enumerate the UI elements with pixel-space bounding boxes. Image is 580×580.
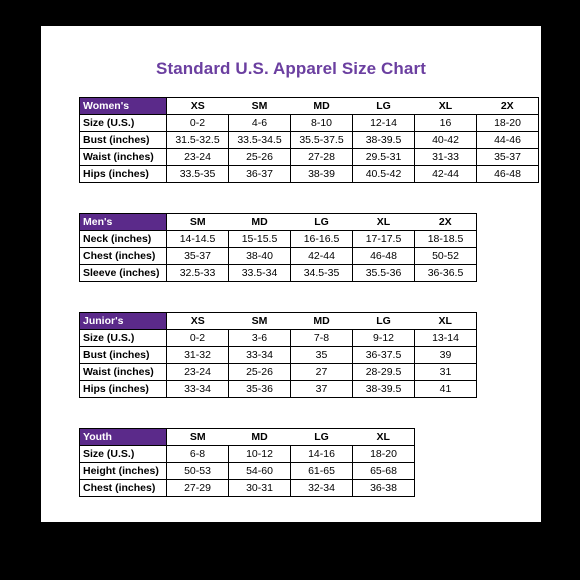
table-cell: 44-46 — [477, 132, 539, 149]
table-cell: 18-18.5 — [415, 231, 477, 248]
table-row — [80, 330, 477, 347]
row-label: Chest (inches) — [80, 480, 167, 497]
table-cell: 25-26 — [229, 149, 291, 166]
table-row — [80, 381, 477, 398]
table-cell: 31 — [415, 364, 477, 381]
table-cell: 33.5-34.5 — [229, 132, 291, 149]
column-header: XL — [353, 214, 415, 231]
column-header: 2X — [415, 214, 477, 231]
table-row — [80, 132, 539, 149]
size-chart-sheet — [41, 26, 541, 522]
table-cell: 40.5-42 — [353, 166, 415, 183]
table-header-row — [80, 313, 477, 330]
table-cell: 29.5-31 — [353, 149, 415, 166]
mens-size-table — [79, 213, 477, 282]
table-cell: 35-37 — [477, 149, 539, 166]
table-row — [80, 231, 477, 248]
row-label: Sleeve (inches) — [80, 265, 167, 282]
table-cell: 33-34 — [167, 381, 229, 398]
table-cell: 54-60 — [229, 463, 291, 480]
table-cell: 36-37.5 — [353, 347, 415, 364]
row-label: Chest (inches) — [80, 248, 167, 265]
table-cell: 16 — [415, 115, 477, 132]
table-category-header: Youth — [80, 429, 167, 446]
row-label: Size (U.S.) — [80, 330, 167, 347]
table-row — [80, 149, 539, 166]
juniors-size-table — [79, 312, 477, 398]
table-row — [80, 446, 415, 463]
column-header: SM — [229, 98, 291, 115]
row-label: Waist (inches) — [80, 149, 167, 166]
table-cell: 38-40 — [229, 248, 291, 265]
table-cell: 46-48 — [353, 248, 415, 265]
table-category-header: Junior's — [80, 313, 167, 330]
table-cell: 18-20 — [353, 446, 415, 463]
table-cell: 50-52 — [415, 248, 477, 265]
column-header: LG — [291, 214, 353, 231]
table-cell: 31-32 — [167, 347, 229, 364]
table-row — [80, 347, 477, 364]
table-cell: 35-37 — [167, 248, 229, 265]
table-cell: 16-16.5 — [291, 231, 353, 248]
row-label: Bust (inches) — [80, 347, 167, 364]
table-cell: 23-24 — [167, 149, 229, 166]
table-cell: 42-44 — [415, 166, 477, 183]
table-header-row — [80, 214, 477, 231]
table-row — [80, 248, 477, 265]
table-cell: 46-48 — [477, 166, 539, 183]
table-category-header: Women's — [80, 98, 167, 115]
row-label: Bust (inches) — [80, 132, 167, 149]
row-label: Hips (inches) — [80, 381, 167, 398]
column-header: MD — [291, 313, 353, 330]
youth-size-table — [79, 428, 415, 497]
table-cell: 13-14 — [415, 330, 477, 347]
table-cell: 18-20 — [477, 115, 539, 132]
table-cell: 35-36 — [229, 381, 291, 398]
table-cell: 28-29.5 — [353, 364, 415, 381]
table-cell: 31.5-32.5 — [167, 132, 229, 149]
table-cell: 32-34 — [291, 480, 353, 497]
table-row — [80, 265, 477, 282]
table-cell: 40-42 — [415, 132, 477, 149]
column-header: XS — [167, 313, 229, 330]
column-header: XS — [167, 98, 229, 115]
table-cell: 6-8 — [167, 446, 229, 463]
row-label: Waist (inches) — [80, 364, 167, 381]
table-cell: 35.5-36 — [353, 265, 415, 282]
table-row — [80, 166, 539, 183]
table-cell: 36-36.5 — [415, 265, 477, 282]
column-header: XL — [415, 313, 477, 330]
table-cell: 14-14.5 — [167, 231, 229, 248]
table-cell: 25-26 — [229, 364, 291, 381]
column-header: MD — [291, 98, 353, 115]
table-row — [80, 480, 415, 497]
table-cell: 38-39.5 — [353, 381, 415, 398]
row-label: Neck (inches) — [80, 231, 167, 248]
row-label: Size (U.S.) — [80, 115, 167, 132]
row-label: Height (inches) — [80, 463, 167, 480]
column-header: XL — [353, 429, 415, 446]
column-header: SM — [167, 214, 229, 231]
table-cell: 17-17.5 — [353, 231, 415, 248]
table-cell: 33.5-34 — [229, 265, 291, 282]
column-header: SM — [229, 313, 291, 330]
table-cell: 36-37 — [229, 166, 291, 183]
table-row — [80, 115, 539, 132]
table-cell: 32.5-33 — [167, 265, 229, 282]
table-cell: 0-2 — [167, 330, 229, 347]
column-header: LG — [353, 313, 415, 330]
table-cell: 35.5-37.5 — [291, 132, 353, 149]
table-cell: 7-8 — [291, 330, 353, 347]
table-cell: 3-6 — [229, 330, 291, 347]
row-label: Hips (inches) — [80, 166, 167, 183]
table-cell: 36-38 — [353, 480, 415, 497]
table-cell: 30-31 — [229, 480, 291, 497]
table-cell: 34.5-35 — [291, 265, 353, 282]
table-cell: 38-39 — [291, 166, 353, 183]
table-cell: 33.5-35 — [167, 166, 229, 183]
column-header: LG — [291, 429, 353, 446]
column-header: SM — [167, 429, 229, 446]
table-cell: 23-24 — [167, 364, 229, 381]
womens-size-table — [79, 97, 539, 183]
table-cell: 42-44 — [291, 248, 353, 265]
table-cell: 38-39.5 — [353, 132, 415, 149]
column-header: 2X — [477, 98, 539, 115]
table-cell: 41 — [415, 381, 477, 398]
table-cell: 27-29 — [167, 480, 229, 497]
column-header: MD — [229, 429, 291, 446]
table-cell: 27-28 — [291, 149, 353, 166]
column-header: LG — [353, 98, 415, 115]
table-cell: 9-12 — [353, 330, 415, 347]
table-cell: 27 — [291, 364, 353, 381]
table-cell: 12-14 — [353, 115, 415, 132]
column-header: XL — [415, 98, 477, 115]
table-row — [80, 364, 477, 381]
table-header-row — [80, 429, 415, 446]
table-cell: 37 — [291, 381, 353, 398]
table-cell: 31-33 — [415, 149, 477, 166]
table-cell: 15-15.5 — [229, 231, 291, 248]
table-cell: 4-6 — [229, 115, 291, 132]
chart-title: Standard U.S. Apparel Size Chart — [156, 59, 426, 78]
table-cell: 33-34 — [229, 347, 291, 364]
table-cell: 10-12 — [229, 446, 291, 463]
table-cell: 35 — [291, 347, 353, 364]
table-cell: 14-16 — [291, 446, 353, 463]
table-header-row — [80, 98, 539, 115]
column-header: MD — [229, 214, 291, 231]
table-cell: 65-68 — [353, 463, 415, 480]
table-cell: 50-53 — [167, 463, 229, 480]
table-cell: 61-65 — [291, 463, 353, 480]
row-label: Size (U.S.) — [80, 446, 167, 463]
table-cell: 8-10 — [291, 115, 353, 132]
table-cell: 39 — [415, 347, 477, 364]
table-category-header: Men's — [80, 214, 167, 231]
table-row — [80, 463, 415, 480]
table-cell: 0-2 — [167, 115, 229, 132]
